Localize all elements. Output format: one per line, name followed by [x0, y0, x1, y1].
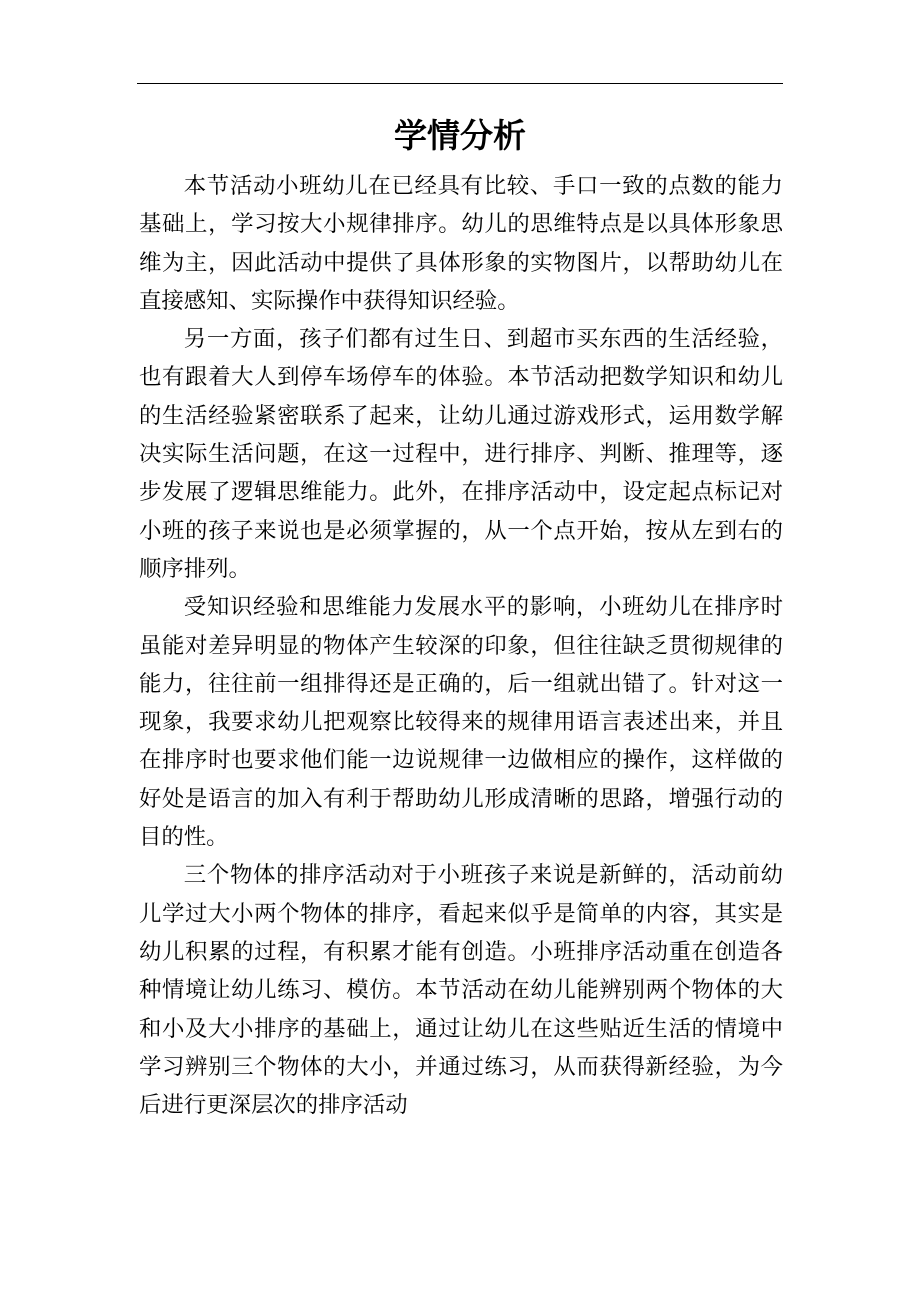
header-rule: [137, 83, 783, 84]
page-title: 学情分析: [394, 116, 526, 155]
body-text: [139, 167, 783, 1124]
paragraph-4: 三个物体的排序活动对于小班孩子来说是新鲜的，活动前幼儿学过大小两个物体的排序，看起来似乎是简单的内容，其实是幼儿积累的过程，有积累才能有创造。小班排序活动重在创造各种情境让幼儿练习、模仿。本节活动在幼儿能辨别两个物体的大和小及大小排序的基础上，通过让幼儿在这些贴近生活的情境中学习辨别三个物体的大小，并通过练习，从而获得新经验，为今后进行更深层次的排序活动: [139, 862, 783, 1119]
paragraph-1: 本节活动小班幼儿在已经具有比较、手口一致的点数的能力基础上，学习按大小规律排序。幼儿的思维特点是以具体形象思维为主，因此活动中提供了具体形象的实物图片，以帮助幼儿在直接感知、实际操作中获得知识经验。: [139, 173, 783, 314]
paragraph-3: 受知识经验和思维能力发展水平的影响，小班幼儿在排序时虽能对差异明显的物体产生较深的印象，但往往缺乏贯彻规律的能力，往往前一组排得还是正确的，后一组就出错了。针对这一现象，我要求幼儿把观察比较得来的规律用语言表述出来，并且在排序时也要求他们能一边说规律一边做相应的操作，这样做的好处是语言的加入有利于帮助幼儿形成清晰的思路，增强行动的目的性。: [139, 594, 783, 851]
paragraph-2: 另一方面，孩子们都有过生日、到超市买东西的生活经验，也有跟着大人到停车场停车的体验。本节活动把数学知识和幼儿的生活经验紧密联系了起来，让幼儿通过游戏形式，运用数学解决实际生活问题，在这一过程中，进行排序、判断、推理等，逐步发展了逻辑思维能力。此外，在排序活动中，设定起点标记对小班的孩子来说也是必须掌握的，从一个点开始，按从左到右的顺序排列。: [139, 326, 783, 582]
